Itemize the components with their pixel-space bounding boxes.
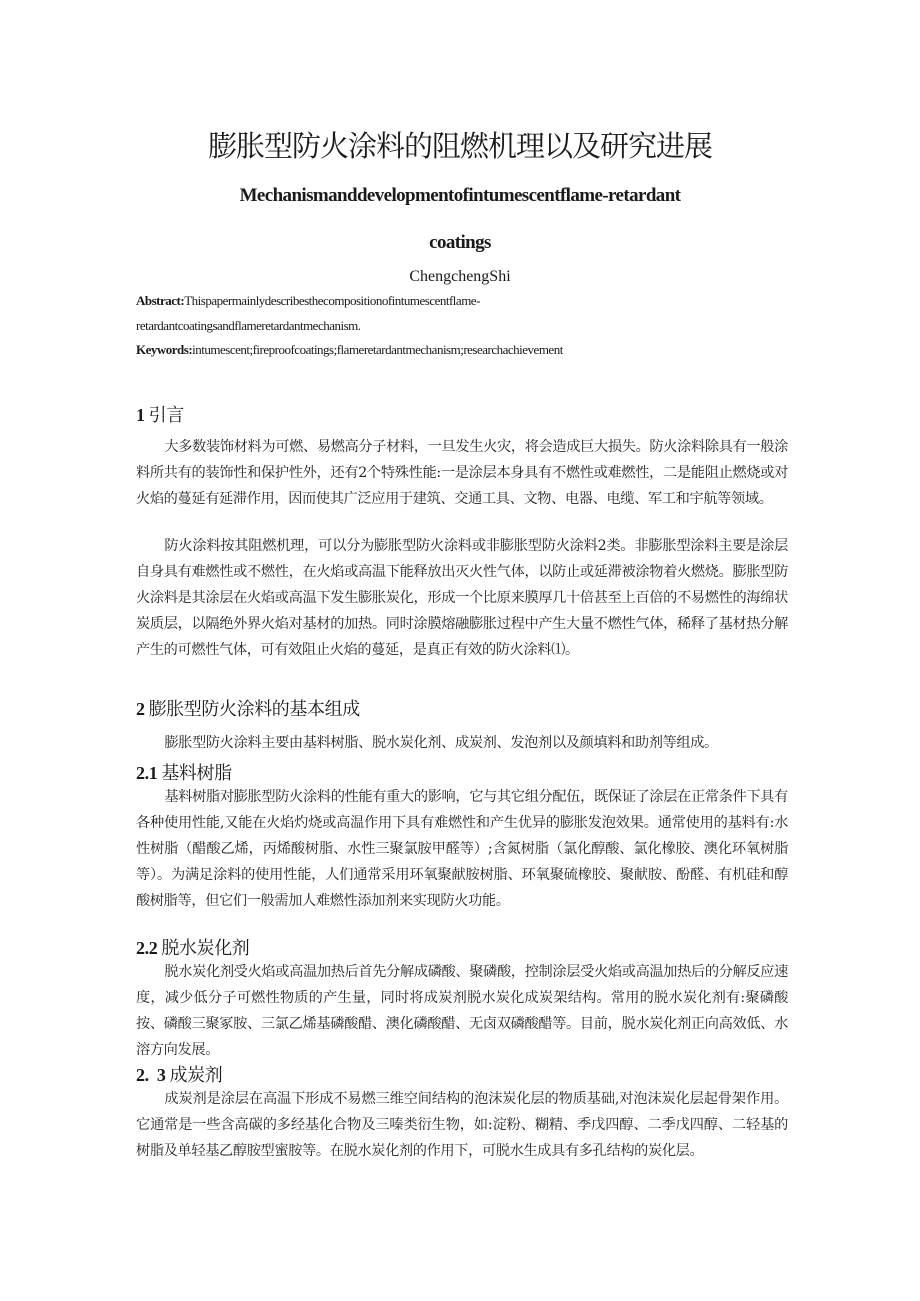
- author: ChengchengShi: [409, 268, 511, 285]
- title-english-line-1: Mechanismanddevelopmentofintumescentflame-retardant: [239, 185, 681, 206]
- section-1-paragraph-2: 防火涂料按其阻燃机理，可以分为膨胀型防火涂料或非膨胀型防火涂料2类。非膨胀型涂料主要是涂层自身具有难燃性或不燃性，在火焰或高温下能释放出灭火性气体，以防止或延滞被涂物着火燃烧。膨胀型防火涂料是其涂层在火焰或高温下发生膨胀炭化，形成一个比原来膜厚几十倍甚至上百倍的不易燃性的海绵状炭质层，以隔绝外界火焰对基材的加热。同时涂膜熔融膨胀过程中产生大量不燃性气体，稀释了基材热分解产生的可燃性气体，可有效阻止火焰的蔓延，是真正有效的防火涂料⑴。: [136, 538, 788, 658]
- section-1-heading: [136, 401, 184, 427]
- section-2-3-heading: [136, 1061, 222, 1087]
- abstract-line-2: [136, 318, 361, 334]
- keywords-label: Keywords:: [136, 342, 193, 357]
- section-2-1-paragraph-1: 基料树脂对膨胀型防火涂料的性能有重大的影响，它与其它组分配伍，既保证了涂层在正常条件下具有各种使用性能,又能在火焰灼烧或高温作用下具有难燃性和产生优异的膨胀发泡效果。通常使用的基料有:水性树脂（醋酸乙烯，丙烯酸树脂、水性三聚氯胺甲醛等）;含氮树脂（氯化醇酸、氯化橡胶、澳化环氧树脂等）。为满足涂料的使用性能，人们通常采用环氧聚献胺树脂、环氧聚硫橡胶、聚献胺、酚醛、有机硅和醇酸树脂等，但它们一般需加人难燃性添加剂来实现防火功能。: [136, 789, 788, 909]
- section-2-3-paragraph-1: 成炭剂是涂层在高温下形成不易燃三维空间结构的泡沫炭化层的物质基础,对泡沫炭化层起骨架作用。它通常是一些含高碳的多经基化合物及三嗪类衍生物，如:淀粉、糊精、季戊四醇、二季戊四醇、二轻基的树脂及单轻基乙醇胺型蜜胺等。在脱水炭化剂的作用下，可脱水生成具有多孔结构的炭化层。: [136, 1091, 788, 1159]
- abstract-text-1: Thispapermainlydescribesthecompositionofintumescentflame-: [184, 293, 480, 308]
- keywords-line: [136, 342, 563, 358]
- section-title: 引言: [148, 405, 184, 426]
- section-number: 2.2: [136, 938, 158, 958]
- keywords-text: intumescent;fireproofcoatings;flameretardantmechanism;researchachievement: [192, 342, 563, 357]
- section-number: 2.1: [136, 763, 158, 783]
- section-number: 2: [136, 699, 145, 719]
- title-english-line-2: coatings: [429, 232, 491, 253]
- title-chinese: 膨胀型防火涂料的阻燃机理以及研究进展: [207, 129, 712, 163]
- section-2-1-heading: [136, 759, 232, 785]
- section-title: 基料树脂: [161, 763, 232, 784]
- section-2-paragraph-1: 膨胀型防火涂料主要由基料树脂、脱水炭化剂、成炭剂、发泡剂以及颜填料和助剂等组成。: [164, 735, 718, 751]
- section-2-heading: [136, 695, 360, 721]
- section-title: 成炭剂: [169, 1065, 223, 1086]
- section-2-2-paragraph-1: 脱水炭化剂受火焰或高温加热后首先分解成磷酸、聚磷酸，控制涂层受火焰或高温加热后的分解反应速度，减少低分子可燃性物质的产生量，同时将成炭剂脱水炭化成炭架结构。常用的脱水炭化剂有:聚磷酸按、磷酸三聚冢胺、三氯乙烯基磷酸醋、澳化磷酸醋、无卤双磷酸醋等。目前，脱水炭化剂正向高效低、水溶方向发展。: [136, 964, 788, 1058]
- abstract-line-1: [136, 293, 480, 309]
- abstract-label: Abstract:: [136, 293, 185, 308]
- section-1-paragraph-1: 大多数装饰材料为可燃、易燃高分子材料，一旦发生火灾，将会造成巨大损失。防火涂料除具有一般涂料所共有的装饰性和保护性外，还有2个特殊性能:一是涂层本身具有不燃性或难燃性，二是能阻止燃烧或对火焰的蔓延有延滞作用，因而使其广泛应用于建筑、交通工具、文物、电器、电缆、军工和宇航等领域。: [136, 439, 788, 507]
- abstract-text-2: retardantcoatingsandflameretardantmechanism.: [136, 318, 361, 333]
- section-number: 1: [136, 405, 145, 425]
- section-2-2-heading: [136, 934, 249, 960]
- section-title: 脱水炭化剂: [161, 938, 250, 959]
- section-title: 膨胀型防火涂料的基本组成: [148, 699, 360, 720]
- section-number: 2. 3: [136, 1065, 166, 1085]
